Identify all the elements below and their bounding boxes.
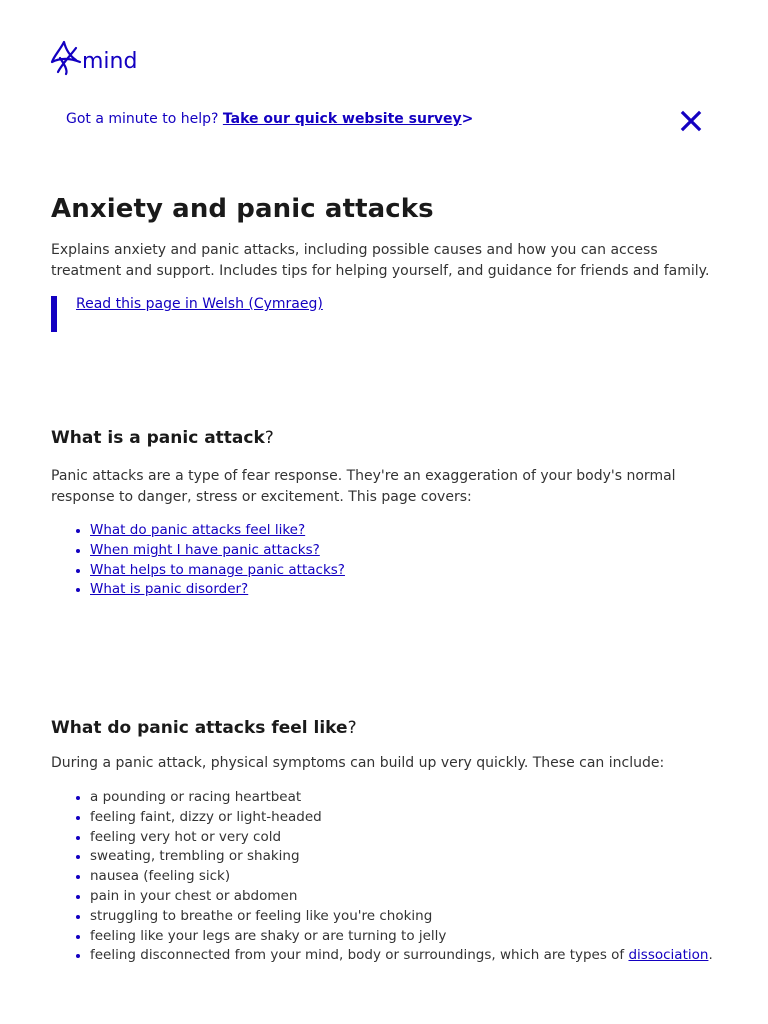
list-item-text: feeling disconnected from your mind, body or surroundings, which are types of: [90, 947, 625, 964]
section1-text: Panic attacks are a type of fear response. They're an exaggeration of your body's normal response to danger, stress or excitement. This page covers:: [51, 468, 676, 505]
section1-link-list: [51, 521, 345, 600]
list-item: [90, 946, 713, 966]
section2-text: During a panic attack, physical symptoms can build up very quickly. These can include:: [51, 755, 665, 771]
list-item: [90, 521, 345, 541]
list-item: • sweating, trembling or shaking: [90, 847, 713, 867]
toc-link-manage[interactable]: What helps to manage panic attacks?: [90, 561, 345, 578]
survey-link[interactable]: Take our quick website survey: [222, 111, 462, 127]
list-item: [90, 580, 345, 600]
list-item: • feeling very hot or very cold: [90, 828, 713, 848]
survey-arrow: >: [461, 111, 474, 127]
list-item: • struggling to breathe or feeling like you're choking: [90, 907, 713, 927]
welsh-callout: [51, 296, 323, 332]
welsh-link[interactable]: Read this page in Welsh (Cymraeg): [76, 296, 323, 312]
svg-text:mind: mind: [82, 49, 138, 74]
list-item-suffix: .: [708, 947, 713, 964]
list-item: • pain in your chest or abdomen: [90, 887, 713, 907]
list-item: • nausea (feeling sick): [90, 867, 713, 887]
survey-banner: [66, 111, 473, 127]
dissociation-link[interactable]: dissociation: [628, 947, 709, 964]
page-intro: Explains anxiety and panic attacks, including possible causes and how you can access treatment and support. Includes tips for helping yourself, and guidance for friends and family.: [51, 242, 710, 279]
symptom-list: [51, 788, 713, 966]
mind-logo[interactable]: [50, 38, 142, 78]
mind-logo-icon: [50, 38, 142, 78]
section-heading-feel-like: [51, 718, 357, 738]
list-item: [90, 561, 345, 581]
list-item: • feeling faint, dizzy or light-headed: [90, 808, 713, 828]
list-item: [90, 541, 345, 561]
section2-heading-q: ?: [347, 718, 357, 738]
survey-prompt: Got a minute to help?: [66, 111, 219, 127]
list-item: • feeling like your legs are shaky or are turning to jelly: [90, 927, 713, 947]
section2-heading-text: What do panic attacks feel like: [51, 718, 348, 738]
toc-link-disorder[interactable]: What is panic disorder?: [90, 581, 249, 598]
close-icon: [680, 110, 702, 132]
page-title: Anxiety and panic attacks: [51, 194, 434, 224]
close-survey-button[interactable]: [680, 110, 702, 132]
section-heading-panic-attack: [51, 428, 274, 448]
section1-heading-q: ?: [264, 428, 274, 448]
toc-link-when[interactable]: When might I have panic attacks?: [90, 541, 320, 558]
section1-heading-text: What is a panic attack: [51, 428, 265, 448]
list-item: • a pounding or racing heartbeat: [90, 788, 713, 808]
toc-link-feel-like[interactable]: What do panic attacks feel like?: [90, 522, 306, 538]
